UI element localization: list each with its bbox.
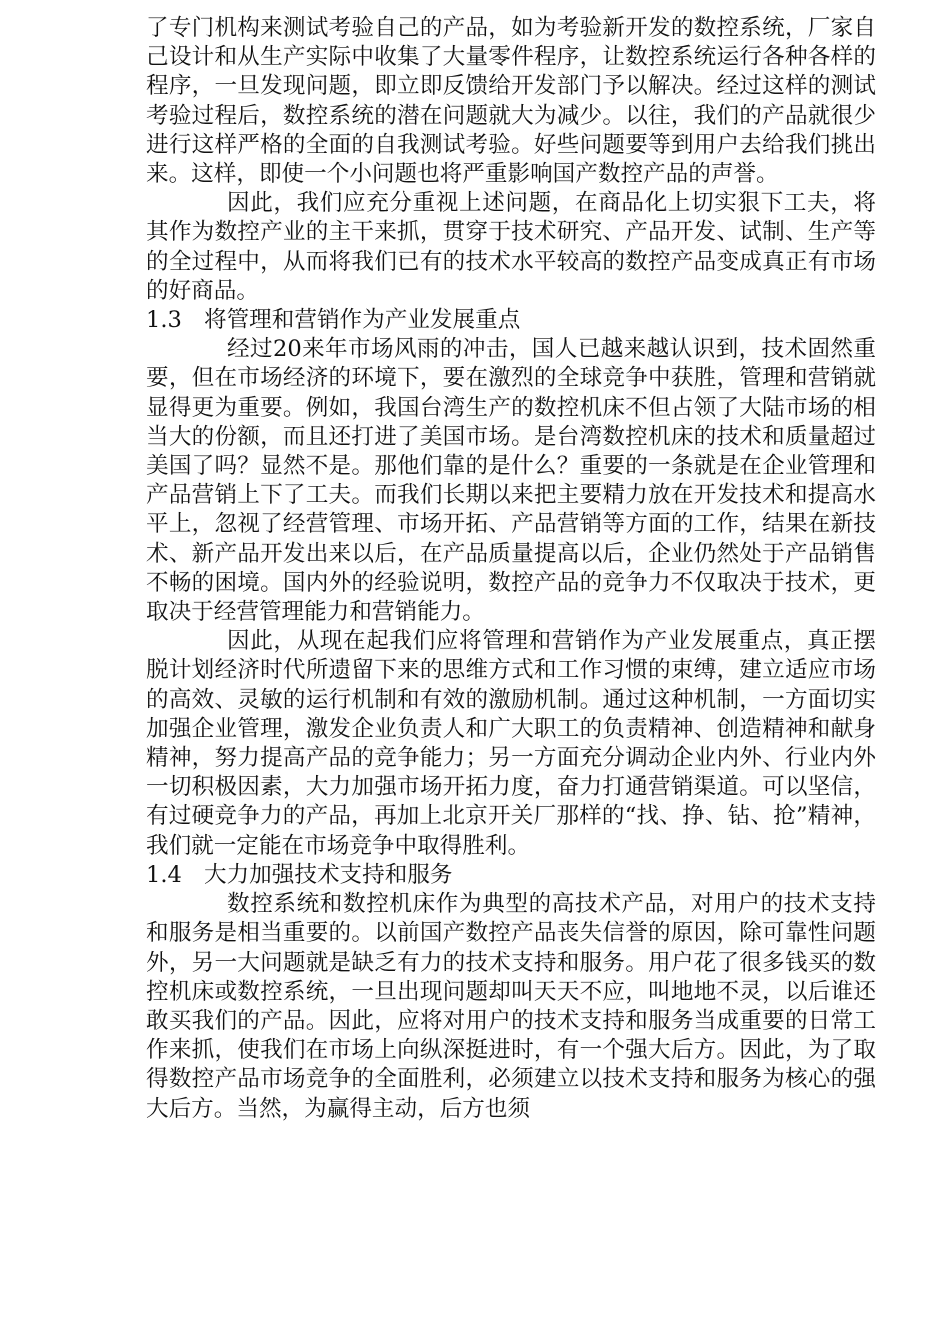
section-heading bbox=[146, 306, 876, 335]
section-number: 1.3 bbox=[146, 307, 182, 334]
section-title: 将管理和营销作为产业发展重点 bbox=[204, 307, 521, 334]
paragraph: 了专门机构来测试考验自己的产品，如为考验新开发的数控系统，厂家自己设计和从生产实际中收集了大量零件程序，让数控系统运行各种各样的程序，一旦发现问题，即立即反馈给开发部门予以解决。经过这样的测试考验过程后，数控系统的潜在问题就大为减少。以往，我们的产品就很少进行这样严格的全面的自我测试考验。好些问题要等到用户去给我们挑出来。这样，即使一个小问题也将严重影响国产数控产品的声誉。 bbox=[146, 15, 876, 188]
paragraph: 因此，从现在起我们应将管理和营销作为产业发展重点，真正摆脱计划经济时代所遗留下来的思维方式和工作习惯的束缚，建立适应市场的高效、灵敏的运行机制和有效的激励机制。通过这种机制，一方面切实加强企业管理，激发企业负责人和广大职工的负责精神、创造精神和献身精神，努力提高产品的竞争能力；另一方面充分调动企业内外、行业内外一切积极因素，大力加强市场开拓力度，奋力打通营销渠道。可以坚信，有过硬竞争力的产品，再加上北京开关厂那样的“找、挣、钻、抢”精神，我们就一定能在市场竞争中取得胜利。 bbox=[146, 628, 876, 859]
section-title: 大力加强技术支持和服务 bbox=[204, 861, 453, 888]
section-number: 1.4 bbox=[146, 861, 182, 888]
paragraph: 数控系统和数控机床作为典型的高技术产品，对用户的技术支持和服务是相当重要的。以前国产数控产品丧失信誉的原因，除可靠性问题外，另一大问题就是缺乏有力的技术支持和服务。用户花了很多钱买的数控机床或数控系统，一旦出现问题却叫天天不应，叫地地不灵，以后谁还敢买我们的产品。因此，应将对用户的技术支持和服务当成重要的日常工作来抓，使我们在市场上向纵深挺进时，有一个强大后方。因此，为了取得数控产品市场竞争的全面胜利，必须建立以技术支持和服务为核心的强大后方。当然，为赢得主动，后方也须 bbox=[146, 891, 876, 1122]
paragraph: 经过20来年市场风雨的冲击，国人已越来越认识到，技术固然重要，但在市场经济的环境下，要在激烈的全球竞争中获胜，管理和营销就显得更为重要。例如，我国台湾生产的数控机床不但占领了大陆市场的相当大的份额，而且还打进了美国市场。是台湾数控机床的技术和质量超过美国了吗？显然不是。那他们靠的是什么？重要的一条就是在企业管理和产品营销上下了工夫。而我们长期以来把主要精力放在开发技术和提高水平上，忽视了经营管理、市场开拓、产品营销等方面的工作，结果在新技术、新产品开发出来以后，在产品质量提高以后，企业仍然处于产品销售不畅的困境。国内外的经验说明，数控产品的竞争力不仅取决于技术，更取决于经营管理能力和营销能力。 bbox=[146, 336, 876, 626]
paragraph: 因此，我们应充分重视上述问题，在商品化上切实狠下工夫，将其作为数控产业的主干来抓，贯穿于技术研究、产品开发、试制、生产等的全过程中，从而将我们已有的技术水平较高的数控产品变成真正有市场的好商品。 bbox=[146, 190, 876, 304]
section-heading bbox=[146, 861, 876, 890]
document-page bbox=[146, 14, 876, 1124]
